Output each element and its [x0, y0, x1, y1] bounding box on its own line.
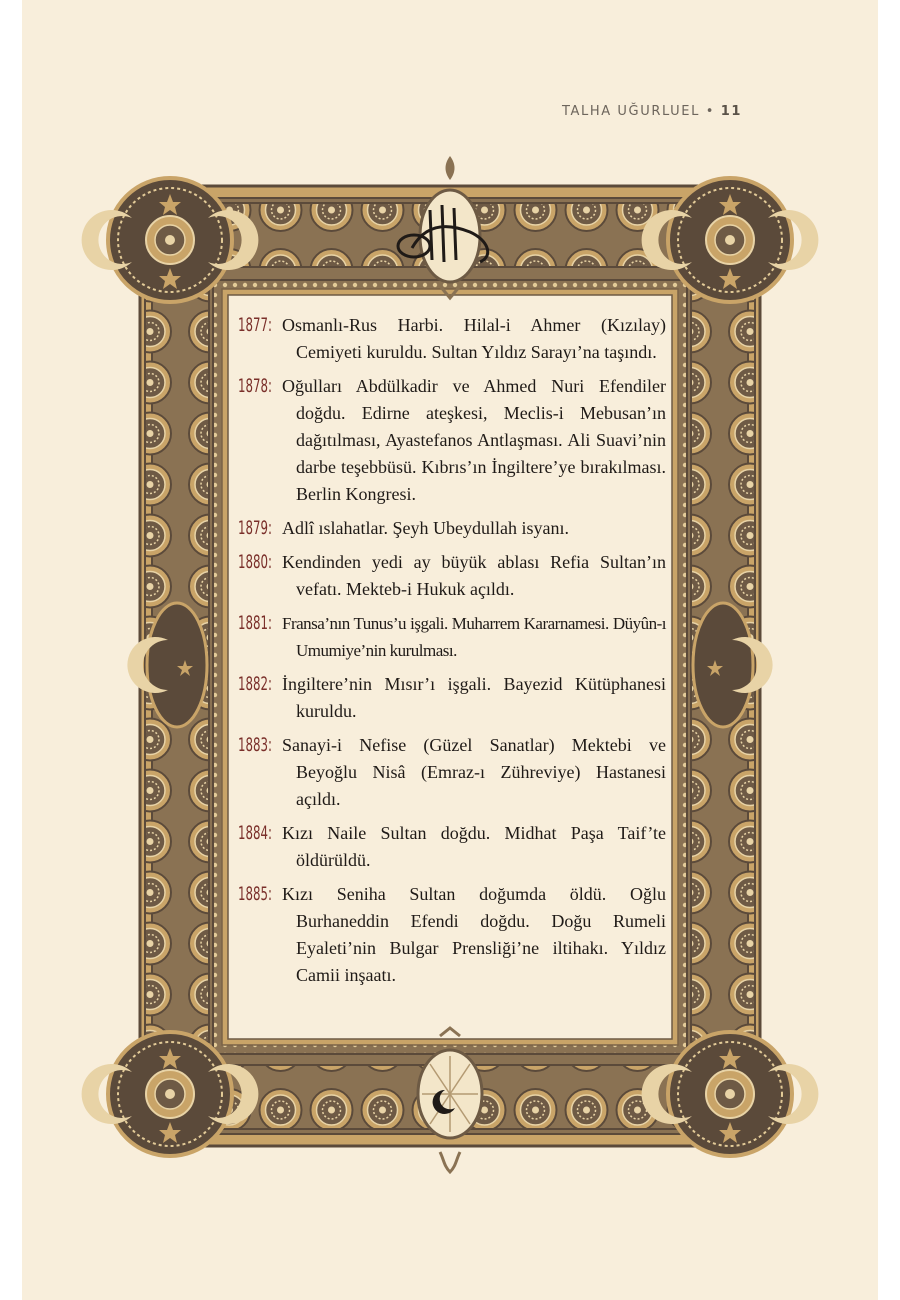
- page-number: 11: [720, 104, 742, 119]
- timeline-entry: [238, 373, 666, 508]
- timeline-text: Kızı Naile Sultan doğdu. Midhat Paşa Taif’te öldürüldü.: [282, 823, 666, 870]
- timeline-entry: [238, 610, 666, 664]
- author-name: TALHA UĞURLUEL: [561, 104, 700, 119]
- timeline-entry: [238, 515, 666, 542]
- timeline-year: 1879:: [238, 517, 272, 539]
- timeline-year: 1884:: [238, 822, 272, 844]
- header-separator: •: [705, 104, 715, 119]
- timeline-year: 1877:: [238, 314, 272, 336]
- timeline-year: 1878:: [238, 375, 272, 397]
- timeline-text: Sanayi-i Nefise (Güzel Sanatlar) Mektebi ve Beyoğlu Nisâ (Emraz-ı Zühreviye) Hastanesi açıldı.: [282, 735, 666, 809]
- timeline-text: İngiltere’nin Mısır’ı işgali. Bayezid Kütüphanesi kuruldu.: [282, 674, 666, 721]
- timeline-entry: [238, 549, 666, 603]
- timeline-text: Kendinden yedi ay büyük ablası Refia Sultan’ın vefatı. Mekteb-i Hukuk açıldı.: [282, 552, 666, 599]
- timeline-entry: [238, 732, 666, 813]
- timeline-year: 1880:: [238, 551, 272, 573]
- timeline-entry: [238, 312, 666, 366]
- timeline-year: 1882:: [238, 673, 272, 695]
- timeline-text: Osmanlı-Rus Harbi. Hilal-i Ahmer (Kızılay) Cemiyeti kuruldu. Sultan Yıldız Sarayı’na taşındı.: [282, 315, 666, 362]
- timeline-text: Fransa’nın Tunus’u işgali. Muharrem Kararnamesi. Düyûn-ı Umumiye’nin kurulması.: [282, 614, 666, 660]
- timeline-entry: [238, 881, 666, 989]
- timeline-entry: [238, 820, 666, 874]
- timeline-text: Kızı Seniha Sultan doğumda öldü. Oğlu Burhaneddin Efendi doğdu. Doğu Rumeli Eyaleti’nin Bulgar Prensliği’ne iltihakı. Yıldız Camii inşaatı.: [282, 884, 666, 985]
- timeline-list: [238, 312, 666, 1034]
- timeline-year: 1881:: [238, 612, 272, 634]
- timeline-entry: [238, 671, 666, 725]
- timeline-year: 1883:: [238, 734, 272, 756]
- timeline-text: Adlî ıslahatlar. Şeyh Ubeydullah isyanı.: [282, 518, 569, 538]
- timeline-year: 1885:: [238, 883, 272, 905]
- timeline-text: Oğulları Abdülkadir ve Ahmed Nuri Efendiler doğdu. Edirne ateşkesi, Meclis-i Mebusan’ın dağıtılması, Ayastefanos Antlaşması. Ali Suavi’nin darbe teşebbüsü. Kıbrıs’ın İngiltere’ye bırakılması. Berlin Kongresi.: [282, 376, 666, 504]
